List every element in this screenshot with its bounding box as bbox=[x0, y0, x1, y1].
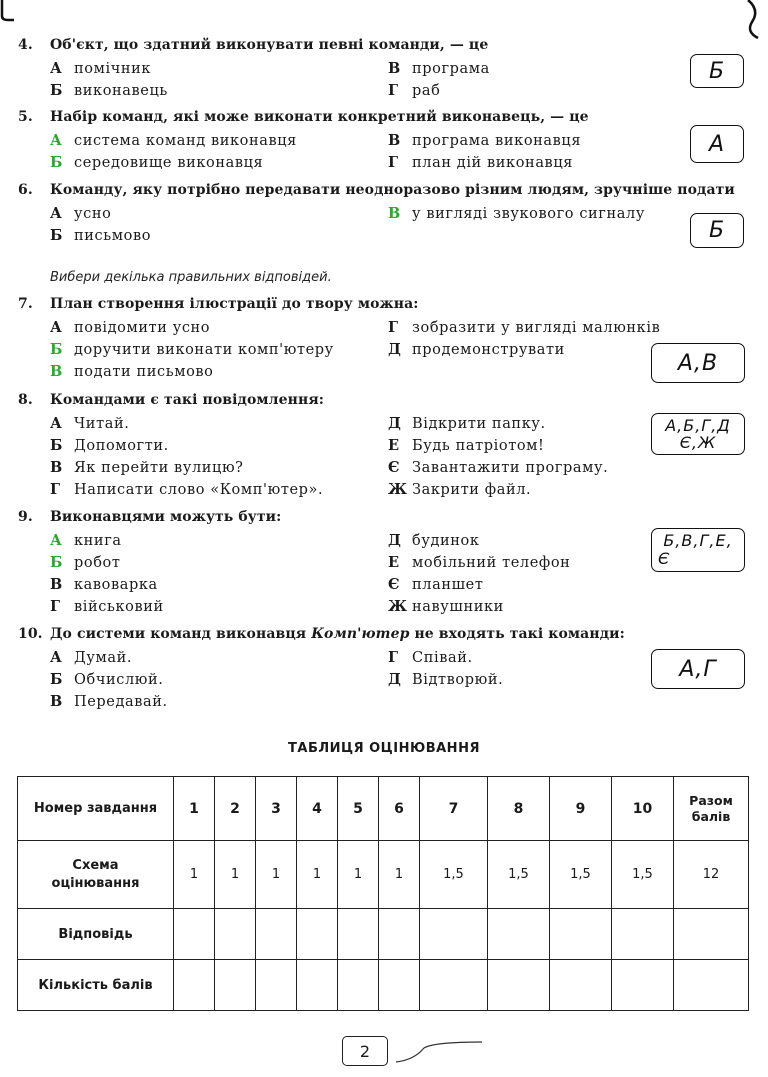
task-number: 2 bbox=[215, 777, 256, 841]
question-text: 6. Команду, яку потрібно передавати неодноразово різним людям, зручніше подати bbox=[18, 182, 735, 198]
option-v[interactable]: В Передавай. bbox=[50, 693, 168, 710]
points-cell[interactable] bbox=[612, 960, 674, 1011]
answer-line-1: А,Б,Г,Д bbox=[665, 416, 731, 435]
answer-cell[interactable] bbox=[174, 909, 215, 960]
option-ye[interactable]: Є планшет bbox=[388, 576, 484, 593]
question-text: 9. Виконавцями можуть бути: bbox=[18, 509, 282, 525]
score-cell: 1 bbox=[215, 841, 256, 909]
option-v[interactable]: В у вигляді звукового сигналу bbox=[388, 205, 645, 222]
points-cell[interactable] bbox=[550, 960, 612, 1011]
option-b[interactable]: Б виконавець bbox=[50, 82, 168, 99]
option-a[interactable]: А система команд виконавця bbox=[50, 132, 297, 149]
points-cell[interactable] bbox=[215, 960, 256, 1011]
task-number: 3 bbox=[256, 777, 297, 841]
total-score-cell: 12 bbox=[674, 841, 749, 909]
answer-cell[interactable] bbox=[297, 909, 338, 960]
task-number: 10 bbox=[612, 777, 674, 841]
option-g[interactable]: Г військовий bbox=[50, 598, 164, 615]
scissors-mark bbox=[738, 0, 768, 40]
task-number: 7 bbox=[420, 777, 488, 841]
task-number: 4 bbox=[297, 777, 338, 841]
answer-cell[interactable] bbox=[674, 909, 749, 960]
task-number: 5 bbox=[338, 777, 379, 841]
row-header: Схема оцінювання bbox=[18, 841, 174, 909]
option-v[interactable]: В подати письмово bbox=[50, 363, 214, 380]
grading-table bbox=[17, 776, 749, 1011]
option-b[interactable]: Б робот bbox=[50, 554, 121, 571]
option-a[interactable]: А Думай. bbox=[50, 649, 133, 666]
score-cell: 1 bbox=[256, 841, 297, 909]
task-number: 1 bbox=[174, 777, 215, 841]
option-b[interactable]: Б середовище виконавця bbox=[50, 154, 264, 171]
answer-box-8[interactable] bbox=[651, 413, 745, 455]
score-cell: 1 bbox=[297, 841, 338, 909]
row-task-numbers bbox=[18, 777, 749, 841]
option-d[interactable]: Д будинок bbox=[388, 532, 480, 549]
score-cell: 1 bbox=[338, 841, 379, 909]
option-b[interactable]: Б Обчислюй. bbox=[50, 671, 164, 688]
points-cell[interactable] bbox=[174, 960, 215, 1011]
row-header: Кількість балів bbox=[18, 960, 174, 1011]
option-a[interactable]: А усно bbox=[50, 205, 112, 222]
task-number: 6 bbox=[379, 777, 420, 841]
option-d[interactable]: Д Відкрити папку. bbox=[388, 415, 546, 432]
row-answer bbox=[18, 909, 749, 960]
answer-box-9[interactable] bbox=[651, 528, 745, 572]
option-b[interactable]: Б письмово bbox=[50, 227, 152, 244]
score-cell: 1,5 bbox=[488, 841, 550, 909]
option-g[interactable]: Г раб bbox=[388, 82, 441, 99]
row-header: Відповідь bbox=[18, 909, 174, 960]
question-text: 4. Об'єкт, що здатний виконувати певні команди, — це bbox=[18, 37, 489, 53]
question-text: 5. Набір команд, які може виконати конкретний виконавець, — це bbox=[18, 109, 589, 125]
option-d[interactable]: Д продемонструвати bbox=[388, 341, 565, 358]
answer-line-2: Є bbox=[658, 549, 671, 568]
score-cell: 1 bbox=[174, 841, 215, 909]
row-scoring-scheme bbox=[18, 841, 749, 909]
answer-cell[interactable] bbox=[256, 909, 297, 960]
question-10 bbox=[18, 626, 758, 711]
answer-cell[interactable] bbox=[338, 909, 379, 960]
question-4 bbox=[18, 37, 758, 99]
grading-table-title: ТАБЛИЦЯ ОЦІНЮВАННЯ bbox=[288, 741, 480, 756]
points-cell[interactable] bbox=[379, 960, 420, 1011]
executor-name: Комп'ютер bbox=[311, 626, 410, 642]
question-5 bbox=[18, 109, 758, 171]
question-8 bbox=[18, 392, 758, 500]
answer-cell[interactable] bbox=[550, 909, 612, 960]
score-cell: 1 bbox=[379, 841, 420, 909]
answer-box-6[interactable]: Б bbox=[690, 213, 744, 248]
answer-box-5[interactable]: А bbox=[690, 125, 744, 163]
points-cell[interactable] bbox=[420, 960, 488, 1011]
option-b[interactable]: Б доручити виконати комп'ютеру bbox=[50, 341, 334, 358]
score-cell: 1,5 bbox=[612, 841, 674, 909]
option-v[interactable]: В програма bbox=[388, 60, 490, 77]
answer-line-2: Є,Ж bbox=[679, 433, 717, 452]
row-header: Номер завдання bbox=[18, 777, 174, 841]
answer-cell[interactable] bbox=[488, 909, 550, 960]
points-cell[interactable] bbox=[488, 960, 550, 1011]
page-number: 2 bbox=[342, 1036, 388, 1066]
answer-line-1: Б,В,Г,Е, bbox=[663, 531, 733, 550]
option-v[interactable]: В кавоварка bbox=[50, 576, 158, 593]
option-g[interactable]: Г Співай. bbox=[388, 649, 473, 666]
row-points bbox=[18, 960, 749, 1011]
score-cell: 1,5 bbox=[550, 841, 612, 909]
option-e[interactable]: Е Будь патріотом! bbox=[388, 437, 545, 454]
answer-cell[interactable] bbox=[420, 909, 488, 960]
option-a[interactable]: А помічник bbox=[50, 60, 152, 77]
option-d[interactable]: Д Відтворюй. bbox=[388, 671, 504, 688]
task-number: 9 bbox=[550, 777, 612, 841]
points-cell[interactable] bbox=[338, 960, 379, 1011]
corner-mark-left bbox=[0, 0, 16, 22]
answer-box-7[interactable]: А,В bbox=[651, 343, 745, 383]
answer-box-10[interactable]: А,Г bbox=[651, 649, 745, 689]
score-cell: 1,5 bbox=[420, 841, 488, 909]
option-g[interactable]: Г зобразити у вигляді малюнків bbox=[388, 319, 661, 336]
option-g[interactable]: Г план дій виконавця bbox=[388, 154, 573, 171]
option-a[interactable]: А повідомити усно bbox=[50, 319, 211, 336]
question-text: 7. План створення ілюстрації до твору можна: bbox=[18, 296, 419, 312]
option-e[interactable]: Е мобільний телефон bbox=[388, 554, 571, 571]
option-zh[interactable]: Ж навушники bbox=[388, 598, 504, 615]
option-a[interactable]: А Читай. bbox=[50, 415, 130, 432]
task-number: 8 bbox=[488, 777, 550, 841]
option-v[interactable]: В програма виконавця bbox=[388, 132, 582, 149]
question-7 bbox=[18, 296, 758, 381]
question-text: 10. До системи команд виконавця Комп'ютер не входять такі команди: bbox=[18, 626, 625, 642]
option-a[interactable]: А книга bbox=[50, 532, 122, 549]
points-cell[interactable] bbox=[674, 960, 749, 1011]
option-g[interactable]: Г Написати слово «Комп'ютер». bbox=[50, 481, 324, 498]
points-cell[interactable] bbox=[297, 960, 338, 1011]
option-zh[interactable]: Ж Закрити файл. bbox=[388, 481, 532, 498]
page-number-swoosh bbox=[394, 1040, 484, 1064]
option-b[interactable]: Б Допомогти. bbox=[50, 437, 169, 454]
points-cell[interactable] bbox=[256, 960, 297, 1011]
option-v[interactable]: В Як перейти вулицю? bbox=[50, 459, 244, 476]
question-9 bbox=[18, 509, 758, 617]
answer-cell[interactable] bbox=[379, 909, 420, 960]
question-text: 8. Командами є такі повідомлення: bbox=[18, 392, 325, 408]
answer-cell[interactable] bbox=[612, 909, 674, 960]
answer-cell[interactable] bbox=[215, 909, 256, 960]
instruction-hint: Вибери декілька правильних відповідей. bbox=[50, 270, 332, 285]
option-ye[interactable]: Є Завантажити програму. bbox=[388, 459, 609, 476]
answer-box-4[interactable]: Б bbox=[690, 54, 744, 88]
total-header: Разом балів bbox=[674, 777, 749, 841]
question-6 bbox=[18, 182, 758, 244]
